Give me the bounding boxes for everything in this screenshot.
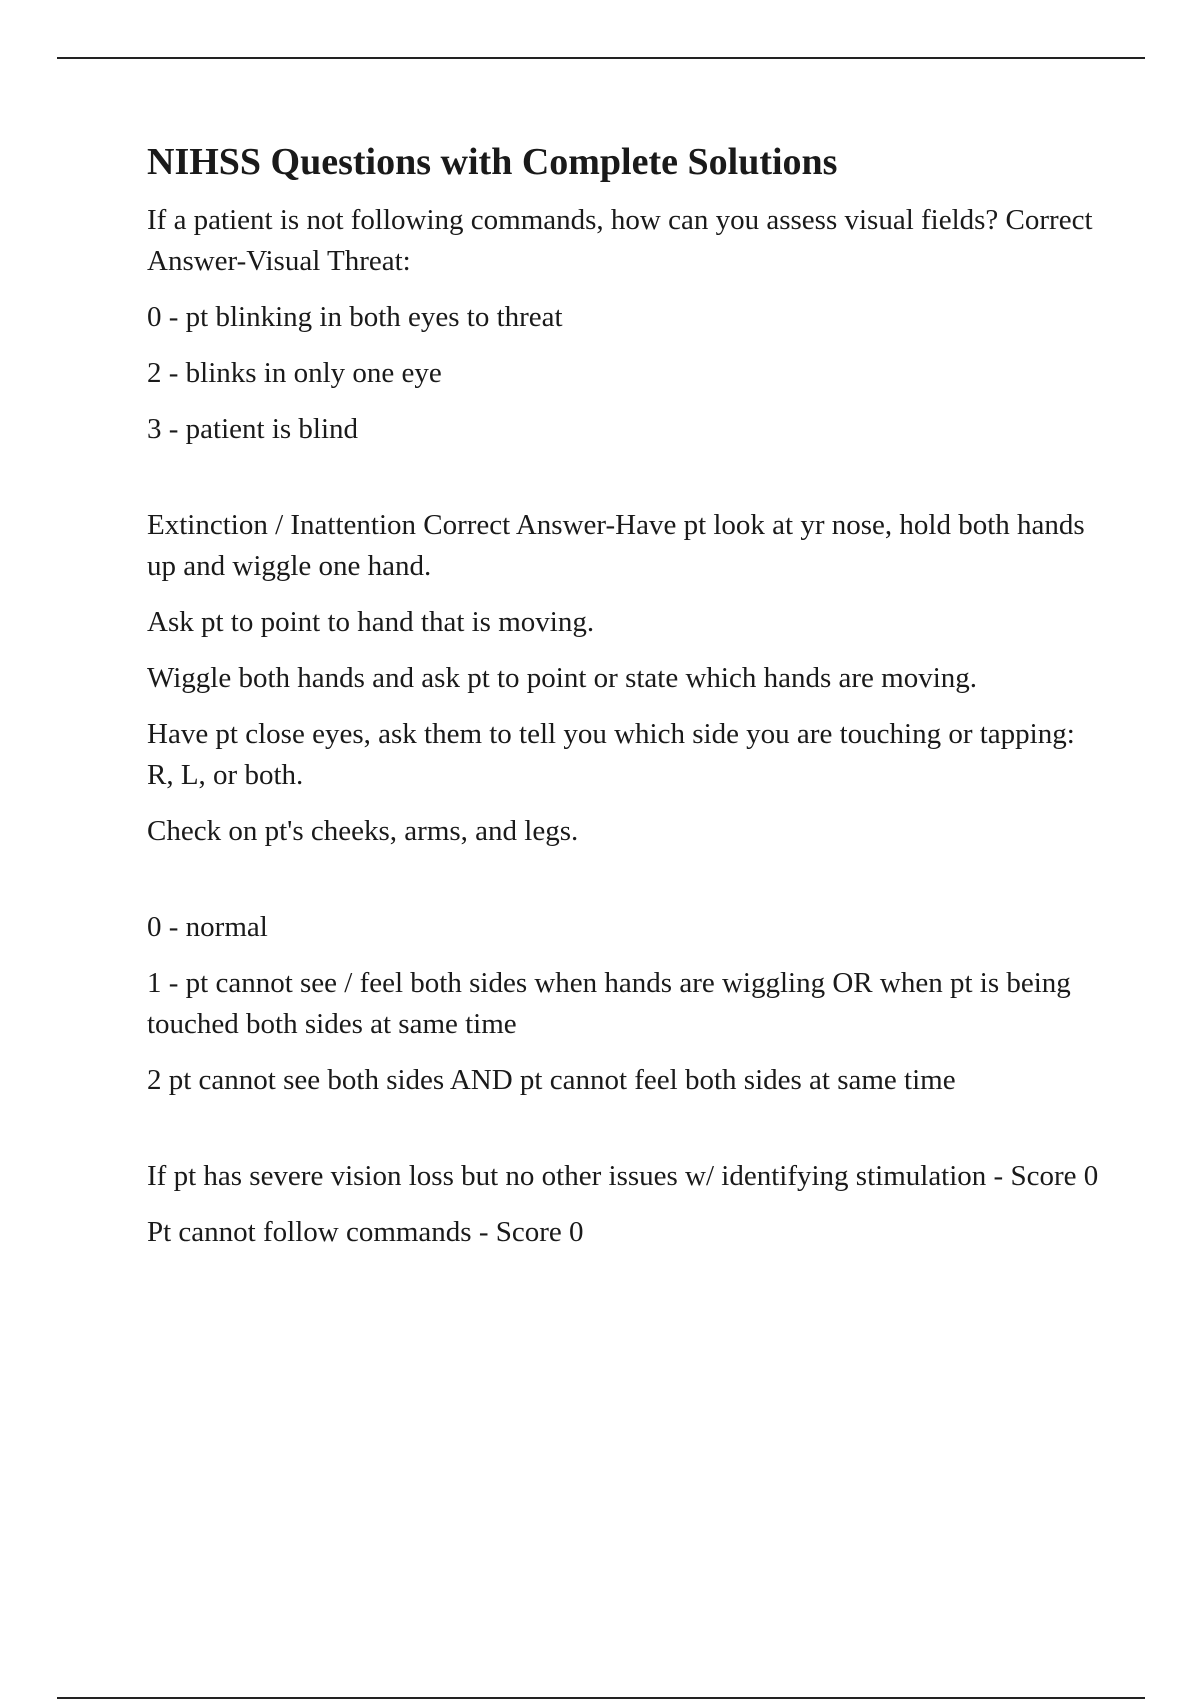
list-item: 2 pt cannot see both sides AND pt cannot feel both sides at same time	[147, 1063, 956, 1096]
list-item: Wiggle both hands and ask pt to point or state which hands are moving.	[147, 661, 978, 694]
list-item: Ask pt to point to hand that is moving.	[147, 605, 595, 638]
list-item: Have pt close eyes, ask them to tell you which side you are touching or tapping: R, L, or both.	[147, 717, 1075, 791]
question-visual-fields: If a patient is not following commands, how can you assess visual fields? Correct Answer-Visual Threat:	[147, 203, 1093, 277]
list-item: 3 - patient is blind	[147, 412, 359, 445]
list-item: 0 - normal	[147, 910, 268, 943]
list-item: If pt has severe vision loss but no other issues w/ identifying stimulation - Score 0	[147, 1159, 1099, 1192]
section-gap	[147, 867, 1107, 907]
top-rule	[57, 57, 1145, 59]
bottom-rule	[57, 1697, 1145, 1699]
document-body	[147, 140, 1107, 1268]
section-gap	[147, 465, 1107, 505]
list-item: Check on pt's cheeks, arms, and legs.	[147, 814, 579, 847]
document-title: NIHSS Questions with Complete Solutions	[147, 141, 838, 183]
list-item: 2 - blinks in only one eye	[147, 356, 442, 389]
list-item: Pt cannot follow commands - Score 0	[147, 1215, 584, 1248]
section-gap	[147, 1116, 1107, 1156]
list-item: 0 - pt blinking in both eyes to threat	[147, 300, 563, 333]
question-extinction-inattention: Extinction / Inattention Correct Answer-Have pt look at yr nose, hold both hands up and wiggle one hand.	[147, 508, 1085, 582]
list-item: 1 - pt cannot see / feel both sides when hands are wiggling OR when pt is being touched both sides at same time	[147, 966, 1071, 1040]
